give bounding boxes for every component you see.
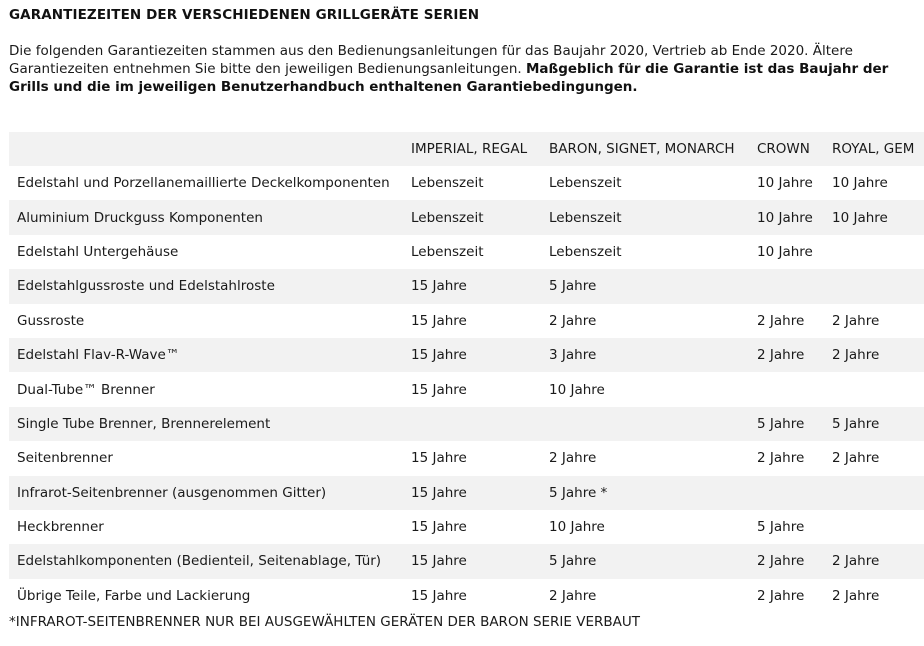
table-row (9, 579, 924, 613)
cell-imperial-regal: 15 Jahre (411, 587, 467, 604)
cell-crown: 10 Jahre (757, 243, 813, 260)
intro-bold-text: Maßgeblich für die Garantie ist das Baujahr der Grills und die im jeweiligen Benutzerhandbuch enthaltenen Garantiebedingungen. (9, 61, 889, 95)
cell-royal-gem: 2 Jahre (832, 450, 880, 467)
table-header-row (9, 132, 924, 166)
table-row (9, 544, 924, 578)
table-row (9, 338, 924, 372)
page-title: GARANTIEZEITEN DER VERSCHIEDENEN GRILLGERÄTE SERIEN (9, 7, 480, 23)
cell-crown: 5 Jahre (757, 519, 805, 536)
cell-imperial-regal: 15 Jahre (411, 553, 467, 570)
cell-crown: 10 Jahre (757, 209, 813, 226)
cell-crown: 2 Jahre (757, 553, 805, 570)
cell-imperial-regal: 15 Jahre (411, 347, 467, 364)
cell-component: Single Tube Brenner, Brennerelement (17, 415, 271, 432)
cell-royal-gem: 2 Jahre (832, 312, 880, 329)
cell-royal-gem: 2 Jahre (832, 587, 880, 604)
footnote: *INFRAROT-SEITENBRENNER NUR BEI AUSGEWÄHLTEN GERÄTEN DER BARON SERIE VERBAUT (9, 614, 641, 630)
header-baron-signet-monarch: BARON, SIGNET, MONARCH (549, 141, 735, 157)
cell-component: Aluminium Druckguss Komponenten (17, 209, 263, 226)
cell-component: Edelstahl und Porzellanemaillierte Deckelkomponenten (17, 175, 390, 192)
cell-imperial-regal: Lebenszeit (411, 209, 484, 226)
cell-royal-gem: 10 Jahre (832, 175, 888, 192)
cell-baron-signet-monarch: Lebenszeit (549, 175, 622, 192)
cell-baron-signet-monarch: 3 Jahre (549, 347, 597, 364)
cell-component: Edelstahl Flav-R-Wave™ (17, 347, 180, 364)
cell-component: Seitenbrenner (17, 450, 113, 467)
cell-imperial-regal: Lebenszeit (411, 243, 484, 260)
cell-crown: 2 Jahre (757, 312, 805, 329)
cell-imperial-regal (411, 407, 549, 441)
header-crown: CROWN (757, 141, 810, 157)
cell-baron-signet-monarch: 5 Jahre * (549, 484, 608, 501)
cell-imperial-regal: 15 Jahre (411, 312, 467, 329)
cell-baron-signet-monarch: Lebenszeit (549, 209, 622, 226)
cell-crown (757, 372, 832, 406)
cell-component: Übrige Teile, Farbe und Lackierung (17, 587, 251, 604)
intro-text: Die folgenden Garantiezeiten stammen aus den Bedienungsanleitungen für das Baujahr 2020, Vertrieb ab Ende 2020. Ältere Garantiezeiten entnehmen Sie bitte den jeweiligen Bedienungsanleitungen. (9, 43, 853, 77)
header-royal-gem: ROYAL, GEM (832, 141, 915, 157)
table-row (9, 407, 924, 441)
cell-baron-signet-monarch (549, 407, 757, 441)
cell-imperial-regal: 15 Jahre (411, 450, 467, 467)
cell-baron-signet-monarch: 10 Jahre (549, 519, 605, 536)
cell-royal-gem (832, 372, 924, 406)
cell-crown: 5 Jahre (757, 415, 805, 432)
cell-component: Edelstahlgussroste und Edelstahlroste (17, 278, 275, 295)
cell-component: Edelstahl Untergehäuse (17, 243, 179, 260)
cell-baron-signet-monarch: Lebenszeit (549, 243, 622, 260)
table-row (9, 372, 924, 406)
cell-imperial-regal: 15 Jahre (411, 484, 467, 501)
cell-crown: 2 Jahre (757, 587, 805, 604)
cell-royal-gem (832, 476, 924, 510)
table-row (9, 235, 924, 269)
header-imperial-regal: IMPERIAL, REGAL (411, 141, 528, 157)
cell-imperial-regal: 15 Jahre (411, 278, 467, 295)
warranty-table (9, 132, 924, 613)
cell-baron-signet-monarch: 2 Jahre (549, 450, 597, 467)
intro-paragraph (9, 42, 914, 96)
cell-crown: 10 Jahre (757, 175, 813, 192)
cell-baron-signet-monarch: 5 Jahre (549, 553, 597, 570)
cell-royal-gem: 2 Jahre (832, 553, 880, 570)
cell-component: Gussroste (17, 312, 85, 329)
cell-royal-gem: 10 Jahre (832, 209, 888, 226)
cell-royal-gem (832, 510, 924, 544)
cell-imperial-regal: 15 Jahre (411, 519, 467, 536)
cell-component: Infrarot-Seitenbrenner (ausgenommen Gitter) (17, 484, 327, 501)
table-row (9, 269, 924, 303)
cell-baron-signet-monarch: 5 Jahre (549, 278, 597, 295)
cell-crown: 2 Jahre (757, 450, 805, 467)
table-body (9, 166, 924, 613)
cell-component: Dual-Tube™ Brenner (17, 381, 155, 398)
cell-royal-gem (832, 235, 924, 269)
cell-component: Edelstahlkomponenten (Bedienteil, Seitenablage, Tür) (17, 553, 382, 570)
cell-imperial-regal: 15 Jahre (411, 381, 467, 398)
table-row (9, 304, 924, 338)
cell-component: Heckbrenner (17, 519, 104, 536)
cell-imperial-regal: Lebenszeit (411, 175, 484, 192)
table-row (9, 166, 924, 200)
cell-baron-signet-monarch: 2 Jahre (549, 587, 597, 604)
cell-royal-gem (832, 269, 924, 303)
header-component (9, 132, 411, 166)
cell-crown: 2 Jahre (757, 347, 805, 364)
cell-baron-signet-monarch: 10 Jahre (549, 381, 605, 398)
table-row (9, 441, 924, 475)
cell-royal-gem: 5 Jahre (832, 415, 880, 432)
table-row (9, 510, 924, 544)
cell-royal-gem: 2 Jahre (832, 347, 880, 364)
cell-baron-signet-monarch: 2 Jahre (549, 312, 597, 329)
table-row (9, 476, 924, 510)
cell-crown (757, 269, 832, 303)
cell-crown (757, 476, 832, 510)
table-row (9, 200, 924, 234)
